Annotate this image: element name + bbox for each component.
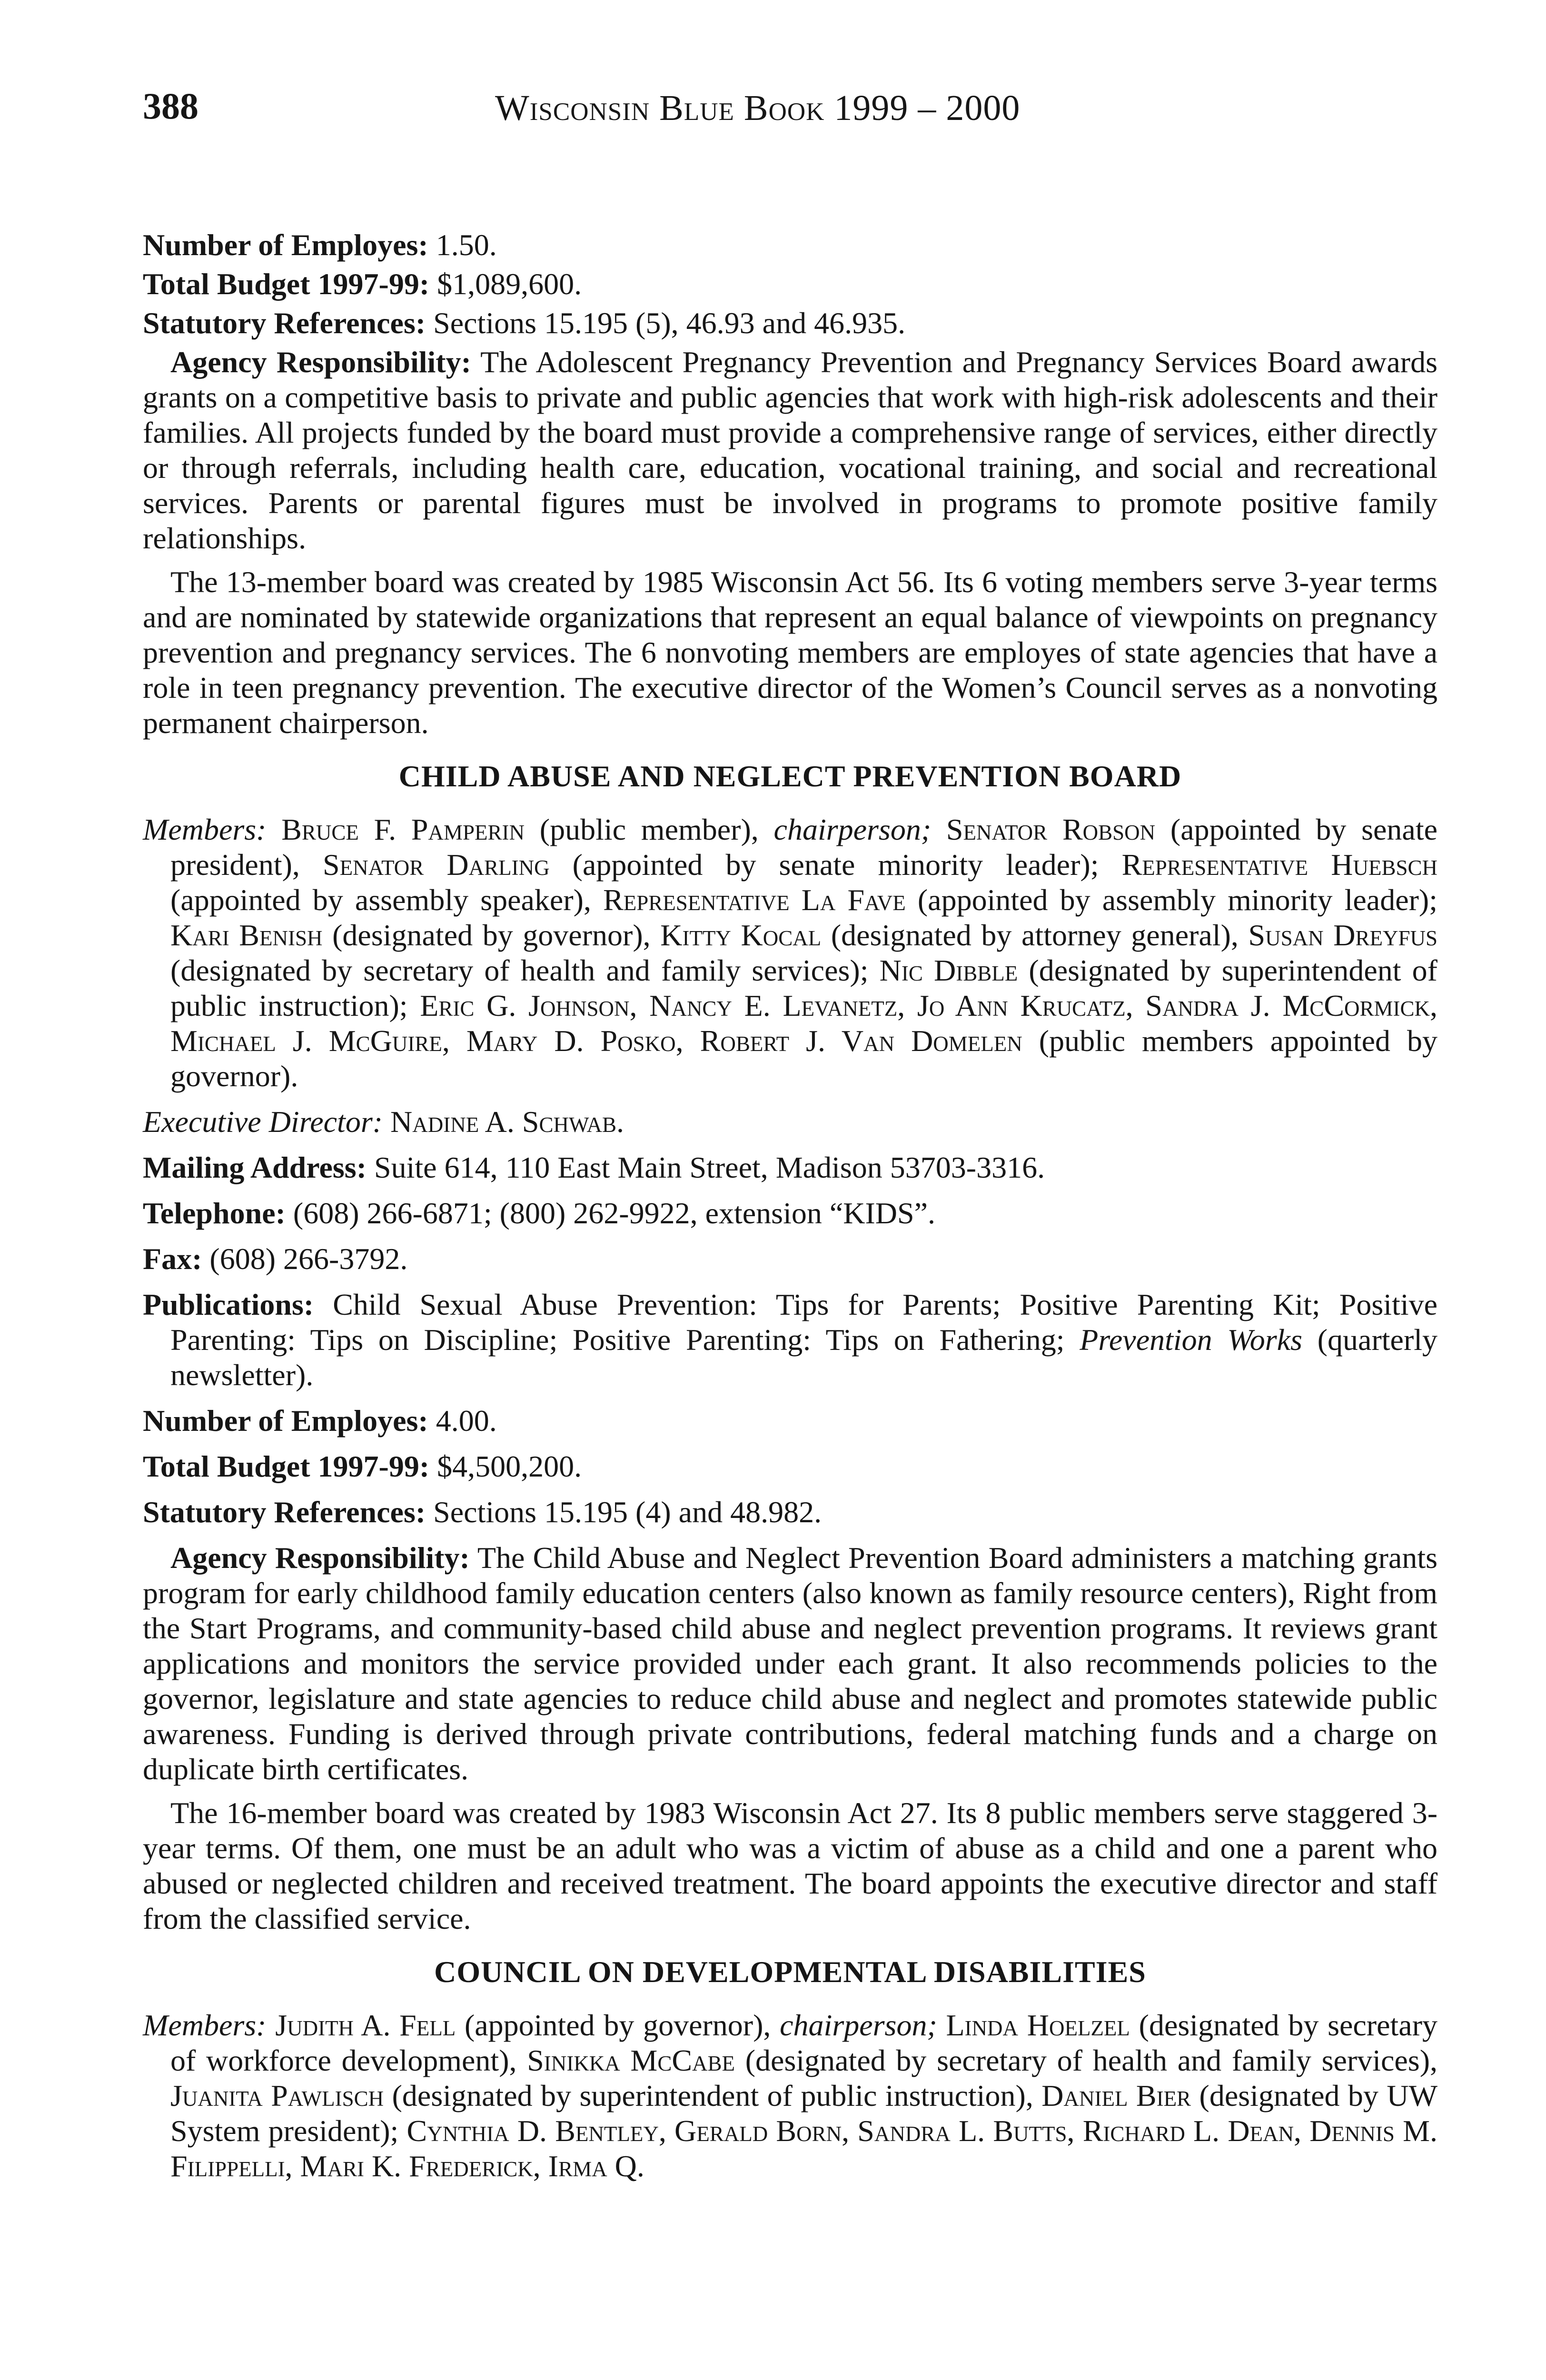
field-label: Mailing Address: (143, 1150, 367, 1184)
paragraph-text: The Adolescent Pregnancy Prevention and Pregnancy Services Board awards grants on a competitive basis to private and public agencies that work with high-risk adolescents and their families. All projects funded by the board must provide a comprehensive range of services, either directly or through referrals, including health care, education, vocational training, and social and recreational services. Parents or parental figures must be involved in programs to promote positive family relationships. (143, 345, 1437, 555)
field-label: Agency Responsibility: (170, 345, 471, 379)
director-name: Nadine A. Schwab. (390, 1105, 624, 1139)
fax-line (143, 1241, 1437, 1277)
member-role-note: (designated by governor), (322, 918, 661, 952)
publications-text: Child Sexual Abuse Prevention: Tips for Parents; Positive Parenting Kit; Positive Parenting: Tips on Discipline; Positive Parenting: Tips on Fathering; (170, 1288, 1438, 1357)
members-label: Members: (143, 2008, 267, 2042)
member-role-note: (designated by superintendent of public instruction); (170, 953, 1437, 1022)
page-number: 388 (143, 85, 198, 127)
statutes-line (143, 1495, 1437, 1530)
member-role-note: chairperson; (780, 2008, 937, 2042)
section-heading-developmental-council: COUNCIL ON DEVELOPMENTAL DISABILITIES (434, 1955, 1146, 1989)
member-role-note: chairperson; (773, 813, 932, 846)
members-list (170, 2008, 1437, 2183)
field-value: $1,089,600. (437, 267, 582, 301)
publications-line (143, 1287, 1437, 1393)
member-name: Kitty Kocal (660, 918, 822, 952)
member-name: Daniel Bier (1041, 2079, 1191, 2112)
member-role-note: (designated by attorney general), (821, 918, 1249, 952)
field-label: Publications: (143, 1288, 314, 1321)
field-label: Total Budget 1997-99: (143, 1449, 430, 1483)
member-name: Juanita Pawlisch (170, 2079, 384, 2112)
members-paragraph (143, 812, 1437, 1094)
page-body (143, 228, 1437, 2194)
member-role-note: (designated by secretary of health and family services), (735, 2043, 1438, 2077)
field-value: Sections 15.195 (4) and 48.982. (433, 1495, 822, 1529)
field-value: Suite 614, 110 East Main Street, Madison 53703-3316. (374, 1150, 1045, 1184)
member-role-note: (designated by UW System president); (170, 2079, 1437, 2148)
director-line (143, 1104, 1437, 1140)
budget-line (143, 1449, 1437, 1484)
field-label: Telephone: (143, 1196, 286, 1230)
member-role-note: (designated by superintendent of public instruction), (384, 2079, 1042, 2112)
member-name: Linda Hoelzel (937, 2008, 1130, 2042)
section-heading-child-abuse-board: CHILD ABUSE AND NEGLECT PREVENTION BOARD (398, 759, 1182, 793)
publications-tail: (quarterly newsletter). (170, 1323, 1438, 1392)
member-name: Sinikka McCabe (527, 2043, 735, 2077)
member-role-note: (public members appointed by governor). (170, 1024, 1437, 1093)
mailing-address-line (143, 1150, 1437, 1185)
running-head: Wisconsin Blue Book 1999 – 2000 (495, 88, 1021, 128)
member-name: Kari Benish (170, 918, 323, 952)
employees-line (143, 228, 1437, 263)
telephone-line (143, 1196, 1437, 1231)
member-role-note: (appointed by senate minority leader); (549, 848, 1122, 882)
member-name: Bruce F. Pamperin (281, 813, 525, 846)
statutes-line (143, 306, 1437, 341)
responsibility-paragraph (143, 1540, 1437, 1787)
member-role-note: (public member), (525, 813, 774, 846)
publications-newsletter-title: Prevention Works (1080, 1323, 1303, 1357)
field-label: Statutory References: (143, 1495, 426, 1529)
member-role-note: (appointed by assembly minority leader); (905, 883, 1438, 917)
field-value: (608) 266-6871; (800) 262-9922, extension “KIDS”. (293, 1196, 935, 1230)
paragraph-text: The Child Abuse and Neglect Prevention Board administers a matching grants program for early childhood family education centers (also known as family resource centers), Right from the Start Programs, and community-based child abuse and neglect prevention programs. It reviews grant applications and monitors the service provided under each grant. It also recommends policies to the governor, legislature and state agencies to reduce child abuse and neglect and promotes statewide public awareness. Funding is derived through private contributions, federal matching funds and a charge on duplicate birth certificates. (143, 1541, 1438, 1786)
field-label: Total Budget 1997-99: (143, 267, 430, 301)
history-paragraph: The 16-member board was created by 1983 Wisconsin Act 27. Its 8 public members serve staggered 3-year terms. Of them, one must be an adult who was a victim of abuse as a child and one a parent who abused or neglected children and received treatment. The board appoints the executive director and staff from the classified service. (143, 1796, 1437, 1935)
history-paragraph: The 13-member board was created by 1985 Wisconsin Act 56. Its 6 voting members serve 3-year terms and are nominated by statewide organizations that represent an equal balance of viewpoints on pregnancy prevention and pregnancy services. The 6 nonvoting members are employes of state agencies that have a role in teen pregnancy prevention. The executive director of the Women’s Council serves as a nonvoting permanent chairperson. (143, 565, 1437, 740)
member-name: Senator Robson (931, 813, 1156, 846)
member-name: Judith A. Fell (275, 2008, 456, 2042)
member-role-note: (designated by secretary of health and family services); (170, 953, 880, 987)
members-list (170, 813, 1437, 1093)
field-value: $4,500,200. (437, 1449, 582, 1483)
page-header (0, 85, 1546, 132)
field-label: Fax: (143, 1242, 202, 1276)
member-role-note: (appointed by assembly speaker), (170, 883, 604, 917)
member-name: Susan Dreyfus (1248, 918, 1438, 952)
responsibility-paragraph (143, 345, 1437, 556)
member-role-note: (appointed by governor), (456, 2008, 780, 2042)
members-paragraph (143, 2008, 1437, 2184)
field-label: Agency Responsibility: (170, 1541, 470, 1575)
employees-line (143, 1403, 1437, 1438)
member-name: Senator Darling (323, 848, 550, 882)
member-name: Nic Dibble (879, 953, 1018, 987)
member-name: Representative La Fave (603, 883, 906, 917)
field-label: Number of Employes: (143, 228, 428, 262)
member-name: Eric G. Johnson, Nancy E. Levanetz, Jo Ann Krucatz, Sandra J. McCormick, Michael J. McGuire, Mary D. Posko, Robert J. Van Domelen (170, 989, 1437, 1058)
field-value: 4.00. (436, 1404, 497, 1438)
member-role-note: (appointed by senate president), (170, 813, 1438, 882)
member-role-note: (designated by secretary of workforce development), (170, 2008, 1438, 2077)
field-label: Statutory References: (143, 306, 426, 340)
budget-line (143, 267, 1437, 302)
members-label: Members: (143, 813, 267, 846)
field-label: Number of Employes: (143, 1404, 428, 1438)
member-name: Cynthia D. Bentley, Gerald Born, Sandra L. Butts, Richard L. Dean, Dennis M. Filippelli, Mari K. Frederick, Irma Q. (170, 2114, 1437, 2183)
field-value: Sections 15.195 (5), 46.93 and 46.935. (433, 306, 906, 340)
field-value: 1.50. (436, 228, 497, 262)
field-value: (608) 266-3792. (209, 1242, 408, 1276)
director-label: Executive Director: (143, 1105, 383, 1139)
member-name: Representative Huebsch (1121, 848, 1437, 882)
